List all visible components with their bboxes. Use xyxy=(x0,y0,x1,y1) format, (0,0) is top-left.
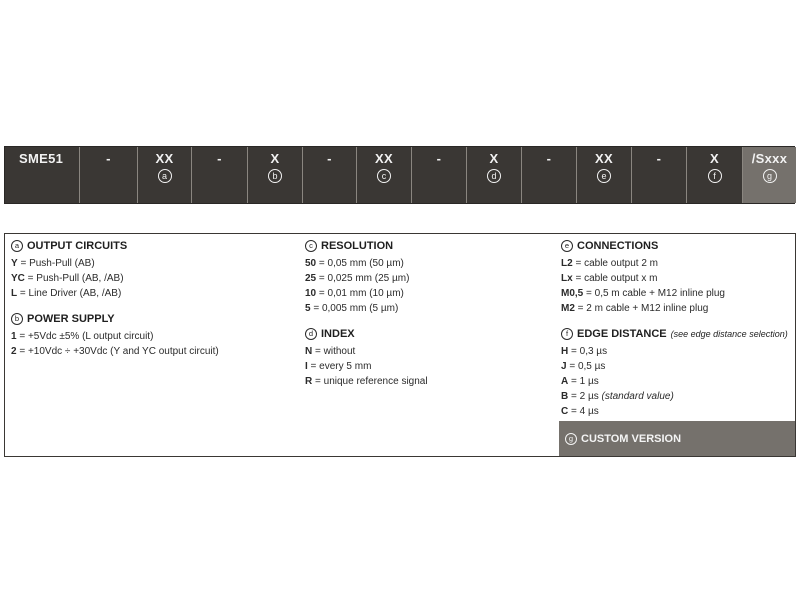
item-key: A xyxy=(561,376,569,387)
item-key: L2 xyxy=(561,258,573,269)
item-text: = 0,025 mm (25 µm) xyxy=(316,273,410,284)
item-text: = without xyxy=(312,346,356,357)
code-cell-d xyxy=(467,147,522,203)
item-key: H xyxy=(561,346,569,357)
legend-column-2 xyxy=(305,238,555,389)
power-supply-item xyxy=(11,329,301,344)
item-text: = Line Driver (AB, /AB) xyxy=(17,288,122,299)
code-cell-separator xyxy=(303,147,357,203)
code-cell-separator xyxy=(412,147,467,203)
item-key: M2 xyxy=(561,303,575,314)
code-separator: - xyxy=(546,151,552,166)
code-f: X xyxy=(710,151,719,166)
item-text: = 0,005 mm (5 µm) xyxy=(310,303,399,314)
edge-distance-title: EDGE DISTANCE xyxy=(577,328,667,340)
item-key: 2 xyxy=(11,346,17,357)
section-title-connections xyxy=(561,238,793,254)
code-separator: - xyxy=(106,151,111,166)
resolution-title: RESOLUTION xyxy=(321,240,394,252)
connections-title: CONNECTIONS xyxy=(577,240,659,252)
item-key: L xyxy=(11,288,18,299)
item-text: = 2 µs xyxy=(568,391,602,402)
circle-letter-d: d xyxy=(487,169,501,183)
output-circuits-title: OUTPUT CIRCUITS xyxy=(27,240,128,252)
item-key: Y xyxy=(11,258,18,269)
connection-item xyxy=(561,301,793,316)
item-key: Lx xyxy=(561,273,573,284)
edge-distance-note: (see edge distance selection) xyxy=(670,329,788,339)
custom-version-band xyxy=(559,421,795,456)
code-cell-a xyxy=(138,147,192,203)
code-cell-e xyxy=(577,147,632,203)
item-key: 25 xyxy=(305,273,317,284)
legend-column-3 xyxy=(561,238,793,419)
code-e: XX xyxy=(595,151,613,166)
edge-distance-item xyxy=(561,344,793,359)
circle-letter-g: g xyxy=(763,169,777,183)
custom-version-title: CUSTOM VERSION xyxy=(581,432,682,445)
code-a: XX xyxy=(155,151,174,166)
item-key: 1 xyxy=(11,331,17,342)
section-title-output-circuits xyxy=(11,238,301,254)
index-item xyxy=(305,344,555,359)
item-text: = 2 m cable + M12 inline plug xyxy=(574,303,709,314)
resolution-item xyxy=(305,256,555,271)
item-key: N xyxy=(305,346,313,357)
edge-distance-item xyxy=(561,359,793,374)
item-key: 10 xyxy=(305,288,317,299)
circle-letter-b: b xyxy=(268,169,282,183)
badge-b: b xyxy=(11,313,23,325)
item-text: = +10Vdc ÷ +30Vdc (Y and YC output circuit) xyxy=(16,346,219,357)
section-title-index xyxy=(305,326,555,342)
output-circuit-item xyxy=(11,286,301,301)
badge-a: a xyxy=(11,240,23,252)
item-text: = 0,05 mm (50 µm) xyxy=(316,258,404,269)
item-text: = unique reference signal xyxy=(312,376,428,387)
item-key: M0,5 xyxy=(561,288,584,299)
code-separator: - xyxy=(656,151,662,166)
code-b: X xyxy=(270,151,280,166)
code-separator: - xyxy=(217,151,222,166)
item-text: = every 5 mm xyxy=(307,361,372,372)
circle-letter-a: a xyxy=(158,169,172,183)
code-cell-c xyxy=(357,147,412,203)
resolution-item xyxy=(305,286,555,301)
output-circuit-item xyxy=(11,271,301,286)
badge-c: c xyxy=(305,240,317,252)
item-key: I xyxy=(305,361,308,372)
code-cell-f xyxy=(687,147,743,203)
badge-d: d xyxy=(305,328,317,340)
circle-letter-e: e xyxy=(597,169,611,183)
item-text: = 0,3 µs xyxy=(568,346,608,357)
code-separator: - xyxy=(327,151,332,166)
item-text: = 4 µs xyxy=(568,406,599,417)
edge-distance-item xyxy=(561,389,793,404)
section-title-edge-distance xyxy=(561,326,793,342)
code-g: /Sxxx xyxy=(751,151,788,166)
item-key: 5 xyxy=(305,303,311,314)
item-key: 50 xyxy=(305,258,317,269)
index-title: INDEX xyxy=(321,328,355,340)
connection-item xyxy=(561,256,793,271)
power-supply-title: POWER SUPPLY xyxy=(27,313,115,325)
item-text: = cable output x m xyxy=(572,273,658,284)
code-cell-separator xyxy=(522,147,577,203)
edge-distance-item xyxy=(561,404,793,419)
code-cell-b xyxy=(248,147,303,203)
item-note: (standard value) xyxy=(601,391,674,402)
item-key: B xyxy=(561,391,569,402)
code-c: XX xyxy=(375,151,393,166)
code-separator: - xyxy=(436,151,442,166)
code-cell-separator xyxy=(80,147,138,203)
badge-e: e xyxy=(561,240,573,252)
connection-item xyxy=(561,286,793,301)
code-cell-separator xyxy=(192,147,248,203)
code-model: SME51 xyxy=(19,151,64,166)
item-key: R xyxy=(305,376,313,387)
item-key: YC xyxy=(11,273,25,284)
item-text: = Push-Pull (AB, /AB) xyxy=(24,273,124,284)
index-item xyxy=(305,374,555,389)
section-title-resolution xyxy=(305,238,555,254)
item-key: J xyxy=(561,361,567,372)
circle-letter-f: f xyxy=(708,169,722,183)
output-circuit-item xyxy=(11,256,301,271)
legend-box xyxy=(4,233,796,457)
item-text: = 1 µs xyxy=(568,376,599,387)
item-text: = 0,5 m cable + M12 inline plug xyxy=(583,288,725,299)
connection-item xyxy=(561,271,793,286)
item-text: = 0,01 mm (10 µm) xyxy=(316,288,404,299)
code-cell-separator xyxy=(632,147,687,203)
item-text: = 0,5 µs xyxy=(566,361,606,372)
legend-column-1 xyxy=(11,238,301,359)
item-text: = cable output 2 m xyxy=(572,258,659,269)
order-code-bar xyxy=(4,146,795,204)
power-supply-item xyxy=(11,344,301,359)
badge-f: f xyxy=(561,328,573,340)
item-text: = +5Vdc ±5% (L output circuit) xyxy=(16,331,154,342)
section-title-power-supply xyxy=(11,311,301,327)
code-cell-model xyxy=(5,147,80,203)
index-item xyxy=(305,359,555,374)
badge-g: g xyxy=(565,433,577,445)
edge-distance-item xyxy=(561,374,793,389)
resolution-item xyxy=(305,301,555,316)
item-text: = Push-Pull (AB) xyxy=(17,258,95,269)
code-d: X xyxy=(489,151,499,166)
resolution-item xyxy=(305,271,555,286)
item-key: C xyxy=(561,406,569,417)
circle-letter-c: c xyxy=(377,169,391,183)
code-cell-g xyxy=(743,147,796,203)
